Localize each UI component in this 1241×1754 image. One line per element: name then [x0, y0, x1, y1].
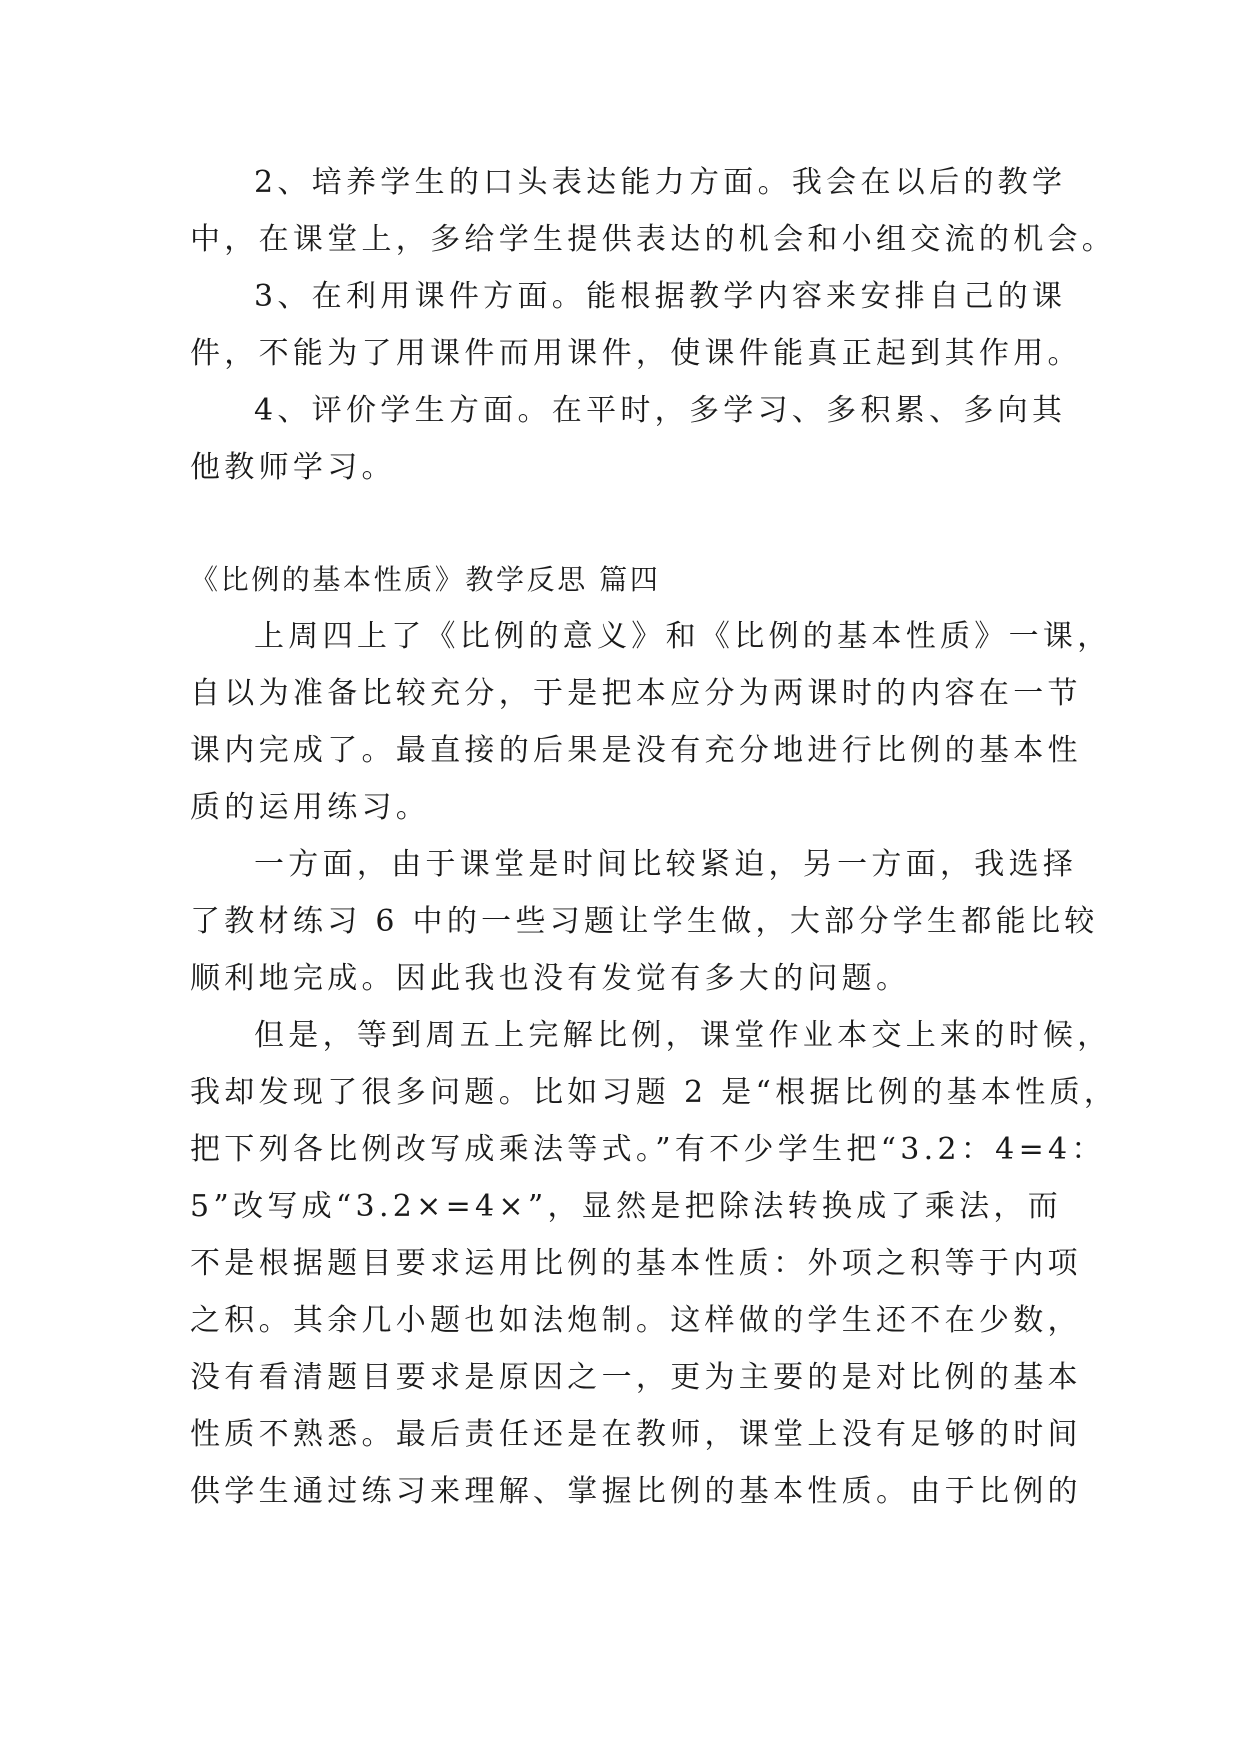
paragraph-line: 性质不熟悉。最后责任还是在教师，课堂上没有足够的时间: [190, 1417, 1082, 1452]
paragraph-line: 中，在课堂上，多给学生提供表达的机会和小组交流的机会。: [190, 222, 1117, 257]
paragraph-line: 之积。其余几小题也如法炮制。这样做的学生还不在少数，: [190, 1303, 1082, 1338]
paragraph-line: 不是根据题目要求运用比例的基本性质：外项之积等于内项: [190, 1246, 1082, 1281]
paragraph-line: 顺利地完成。因此我也没有发觉有多大的问题。: [190, 961, 911, 996]
paragraph-line: 件，不能为了用课件而用课件，使课件能真正起到其作用。: [190, 336, 1082, 371]
paragraph-line: 没有看清题目要求是原因之一，更为主要的是对比例的基本: [190, 1360, 1082, 1395]
paragraph-line: 2、培养学生的口头表达能力方面。我会在以后的教学: [254, 165, 1067, 200]
paragraph-line: 上周四上了《比例的意义》和《比例的基本性质》一课，: [254, 619, 1112, 654]
paragraph-line: 一方面，由于课堂是时间比较紧迫，另一方面，我选择: [254, 847, 1078, 882]
paragraph-line: 3、在利用课件方面。能根据教学内容来安排自己的课: [254, 279, 1067, 314]
paragraph-line: 5”改写成“3.2×=4×”，显然是把除法转换成了乘法，而: [190, 1189, 1063, 1224]
paragraph-line: 自以为准备比较充分，于是把本应分为两课时的内容在一节: [190, 676, 1082, 711]
paragraph-line: 他教师学习。: [190, 450, 396, 485]
section-heading: 《比例的基本性质》教学反思 篇四: [190, 563, 661, 596]
paragraph-line: 但是，等到周五上完解比例，课堂作业本交上来的时候，: [254, 1018, 1112, 1053]
paragraph-line: 课内完成了。最直接的后果是没有充分地进行比例的基本性: [190, 733, 1082, 768]
paragraph-line: 把下列各比例改写成乘法等式。”有不少学生把“3.2：4=4：: [190, 1132, 1106, 1167]
paragraph-line: 我却发现了很多问题。比如习题 2 是“根据比例的基本性质，: [190, 1075, 1119, 1110]
paragraph-line: 4、评价学生方面。在平时，多学习、多积累、多向其: [254, 393, 1067, 428]
paragraph-line: 质的运用练习。: [190, 790, 431, 825]
paragraph-line: 供学生通过练习来理解、掌握比例的基本性质。由于比例的: [190, 1474, 1082, 1509]
paragraph-line: 了教材练习 6 中的一些习题让学生做，大部分学生都能比较: [190, 904, 1099, 939]
